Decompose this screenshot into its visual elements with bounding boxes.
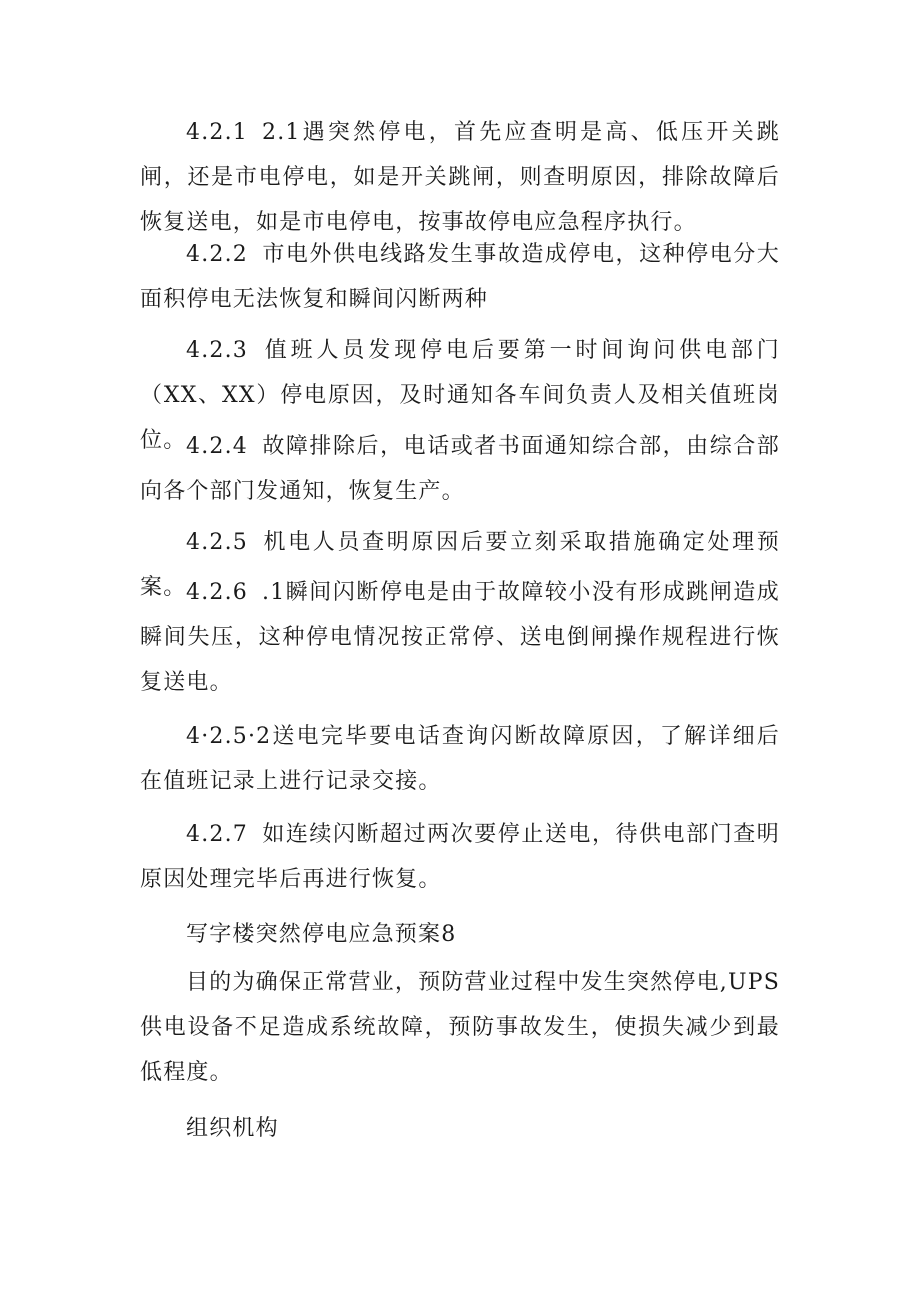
paragraph-text: .1瞬间闪断停电是由于故障较小没有形成跳闸造成瞬间失压，这种停电情况按正常停、送电倒闸操作规程进行恢复送电。: [140, 580, 780, 695]
section-number: 4.2.7: [186, 822, 248, 847]
paragraph-text: 2.1遇突然停电，首先应查明是高、低压开关跳闸，还是市电停电，如是开关跳闸，则查明原因，排除故障后恢复送电，如是市电停电，按事故停电应急程序执行。: [140, 120, 780, 235]
section-number: 4.2.3: [186, 338, 248, 363]
purpose-paragraph: 目的为确保正常营业，预防营业过程中发生突然停电,UPS供电设备不足造成系统故障，预防事故发生，使损失减少到最低程度。: [140, 970, 780, 1085]
section-number: 4.2.4: [186, 434, 248, 459]
section-number: 4.2.1: [186, 120, 248, 145]
section-number: 4.2.2: [186, 242, 248, 267]
paragraph-4-2-4: [140, 424, 780, 514]
paragraph-text: 4·2.5·2送电完毕要电话查询闪断故障原因，了解详细后在值班记录上进行记录交接。: [140, 724, 780, 794]
section-number: 4.2.6: [186, 580, 248, 605]
paragraph-text: 如连续闪断超过两次要停止送电，待供电部门查明原因处理完毕后再进行恢复。: [140, 822, 780, 892]
paragraph-4-2-6: [140, 570, 780, 705]
paragraph-4-2-2: [140, 232, 780, 322]
org-heading: 组织机构: [186, 1116, 279, 1141]
paragraph-4-2-7: [140, 812, 780, 902]
paragraph-4-2-1: [140, 110, 780, 245]
paragraph-4-2-5-2: [140, 714, 780, 804]
paragraph-text: 故障排除后，电话或者书面通知综合部，由综合部向各个部门发通知，恢复生产。: [140, 434, 780, 504]
section-heading: 写字楼突然停电应急预案8: [186, 922, 457, 947]
paragraph-text: 市电外供电线路发生事故造成停电，这种停电分大面积停电无法恢复和瞬间闪断两种: [140, 242, 780, 312]
paragraph-text: 值班人员发现停电后要第一时间询问供电部门（XX、XX）停电原因，及时通知各车间负责人及相关值班岗位。: [140, 338, 780, 453]
paragraph-text: 机电人员查明原因后要立刻采取措施确定处理预案。: [140, 530, 780, 600]
section-number: 4.2.5: [186, 530, 248, 555]
